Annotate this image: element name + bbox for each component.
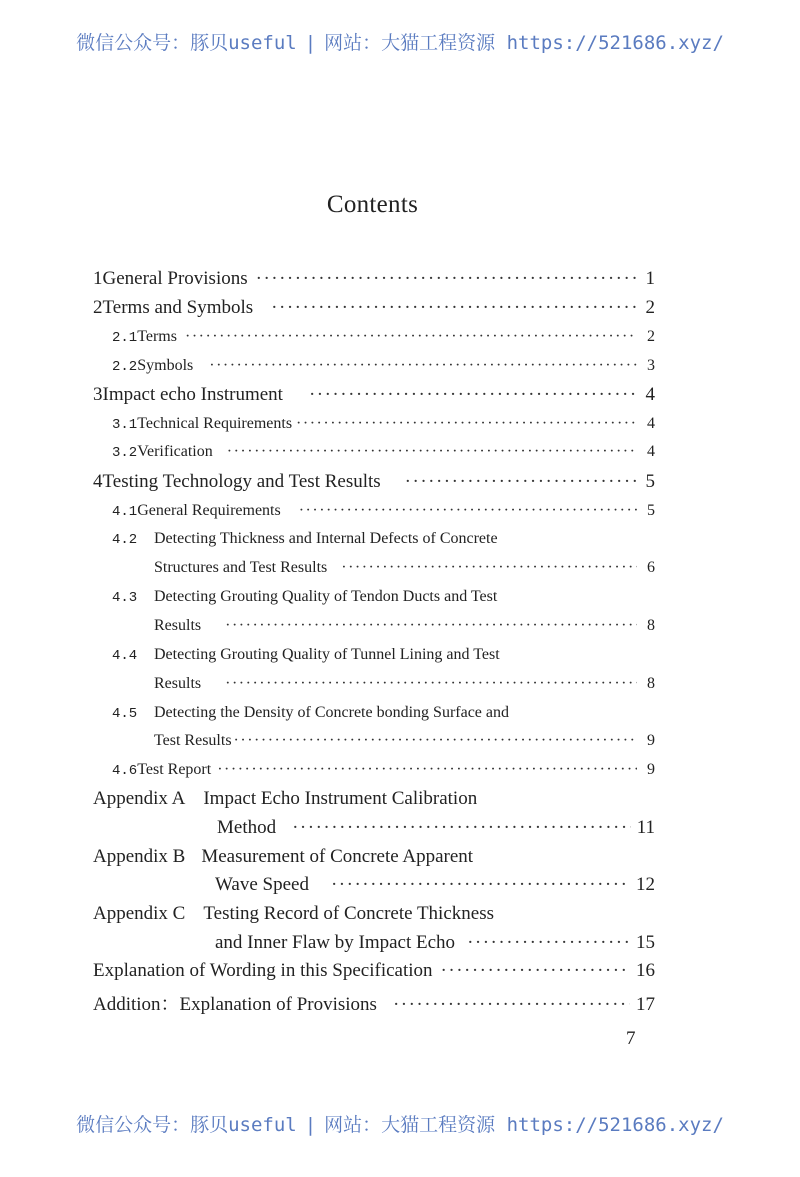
toc-entry-label: Testing Technology and Test Results <box>102 471 381 492</box>
dot-leader <box>405 471 637 493</box>
dot-leader <box>331 874 630 896</box>
toc-entry-page: 17 <box>636 994 655 1015</box>
toc-entry-number: 4.6 <box>112 763 138 779</box>
toc-entry-label: Terms and Symbols <box>102 297 254 318</box>
toc-entry-number: Appendix B <box>93 846 186 867</box>
toc-appendix-b[interactable] <box>93 846 655 868</box>
dot-leader <box>467 932 630 954</box>
toc-entry-label-continued: Method <box>217 817 277 838</box>
toc-entry-2[interactable] <box>93 297 655 319</box>
toc-entry-number: 4.1 <box>112 504 138 520</box>
dot-leader <box>227 443 637 461</box>
toc-entry-3-2[interactable] <box>112 443 655 461</box>
dot-leader <box>393 994 630 1016</box>
dot-leader <box>217 761 637 779</box>
toc-appendix-a-continuation[interactable] <box>217 817 655 839</box>
banner-separator: | <box>304 32 317 54</box>
toc-entry-label: Detecting Grouting Quality of Tendon Ducts and Test <box>154 588 498 605</box>
page-number: 7 <box>626 1028 636 1049</box>
toc-entry-label-continued: Results <box>154 675 202 692</box>
toc-entry-number: 4 <box>93 471 103 492</box>
website-link[interactable]: 网站：大猫工程资源 https://521686.xyz/ <box>324 32 724 54</box>
toc-entry-page: 3 <box>647 357 655 374</box>
toc-entry-page: 11 <box>636 817 655 838</box>
dot-leader <box>292 817 631 839</box>
toc-entry-label: Terms <box>137 328 177 345</box>
toc-entry-number: 3.1 <box>112 417 138 433</box>
dot-leader <box>299 502 637 520</box>
toc-entry-3-1[interactable] <box>112 415 655 433</box>
dot-leader <box>256 268 637 290</box>
toc-entry-4[interactable] <box>93 471 655 493</box>
dot-leader <box>225 675 637 693</box>
toc-entry-4-5-continuation[interactable] <box>154 732 655 750</box>
toc-appendix-a[interactable] <box>93 788 655 810</box>
toc-entry-label: General Provisions <box>102 268 248 289</box>
toc-entry-label: Testing Record of Concrete Thickness <box>203 903 494 924</box>
toc-entry-label: General Requirements <box>137 502 281 519</box>
toc-entry-number: 3.2 <box>112 445 138 461</box>
toc-entry-number: 4.3 <box>112 590 138 606</box>
toc-entry-page: 15 <box>636 932 655 953</box>
toc-entry-4-2[interactable] <box>112 530 655 548</box>
toc-entry-4-4-continuation[interactable] <box>154 675 655 693</box>
toc-entry-label-continued: and Inner Flaw by Impact Echo <box>215 932 456 953</box>
dot-leader <box>209 357 637 375</box>
toc-entry-page: 4 <box>647 415 655 432</box>
dot-leader <box>234 732 637 750</box>
toc-entry-page: 5 <box>647 502 655 519</box>
toc-entry-page: 8 <box>647 675 655 692</box>
toc-entry-page: 4 <box>647 443 655 460</box>
dot-leader <box>341 559 637 577</box>
page-title: Contents <box>326 191 419 218</box>
toc-appendix-c[interactable] <box>93 903 655 925</box>
wechat-account-text: 微信公众号：豚贝useful <box>76 32 297 54</box>
toc-entry-number: Appendix A <box>93 788 186 809</box>
toc-entry-label: Addition：Explanation of Provisions <box>93 994 377 1015</box>
toc-entry-3[interactable] <box>93 384 655 406</box>
toc-entry-page: 2 <box>645 297 655 318</box>
toc-entry-label: Explanation of Wording in this Specification <box>93 960 433 981</box>
toc-entry-label: Technical Requirements <box>137 415 293 432</box>
dot-leader <box>185 328 637 346</box>
header-watermark-banner <box>0 28 800 55</box>
toc-appendix-c-continuation[interactable] <box>215 932 655 954</box>
dot-leader <box>296 415 637 433</box>
toc-entry-page: 2 <box>647 328 655 345</box>
website-link[interactable]: 网站：大猫工程资源 https://521686.xyz/ <box>324 1114 724 1136</box>
toc-entry-number: 2.2 <box>112 359 138 375</box>
toc-entry-label-continued: Results <box>154 617 202 634</box>
toc-entry-page: 9 <box>647 732 655 749</box>
toc-entry-number: Appendix C <box>93 903 186 924</box>
toc-entry-label: Impact echo Instrument <box>102 384 283 405</box>
toc-entry-page: 4 <box>645 384 655 405</box>
toc-addition-explanation-of-provisions[interactable] <box>93 989 655 1016</box>
banner-separator: | <box>304 1114 317 1136</box>
footer-watermark-banner <box>0 1110 800 1137</box>
toc-entry-4-3-continuation[interactable] <box>154 617 655 635</box>
toc-entry-1[interactable] <box>93 268 655 290</box>
toc-entry-page: 12 <box>636 874 655 895</box>
toc-appendix-b-continuation[interactable] <box>215 874 655 896</box>
wechat-account-text: 微信公众号：豚贝useful <box>76 1114 297 1136</box>
dot-leader <box>441 960 630 982</box>
toc-entry-label: Test Report <box>137 761 212 778</box>
toc-entry-label-continued: Structures and Test Results <box>154 559 328 576</box>
toc-entry-label: Impact Echo Instrument Calibration <box>203 788 478 809</box>
toc-entry-number: 2 <box>93 297 103 318</box>
toc-entry-2-2[interactable] <box>112 357 655 375</box>
dot-leader <box>271 297 637 319</box>
toc-entry-label-continued: Test Results <box>154 732 232 749</box>
toc-entry-4-3[interactable] <box>112 588 655 606</box>
toc-entry-label: Detecting the Density of Concrete bonding Surface and <box>154 704 509 721</box>
toc-entry-page: 5 <box>645 471 655 492</box>
toc-entry-number: 2.1 <box>112 330 138 346</box>
toc-entry-label: Detecting Thickness and Internal Defects of Concrete <box>154 530 498 547</box>
toc-entry-label-continued: Wave Speed <box>215 874 309 895</box>
dot-leader <box>225 617 637 635</box>
toc-entry-4-2-continuation[interactable] <box>154 559 655 577</box>
toc-entry-number: 4.2 <box>112 532 138 548</box>
toc-entry-4-5[interactable] <box>112 704 655 722</box>
toc-entry-number: 4.5 <box>112 706 138 722</box>
toc-entry-label: Measurement of Concrete Apparent <box>201 846 474 867</box>
toc-explanation-of-wording[interactable] <box>93 960 655 982</box>
toc-entry-page: 16 <box>636 960 655 981</box>
toc-entry-label: Symbols <box>137 357 194 374</box>
toc-entry-page: 9 <box>647 761 655 778</box>
toc-entry-number: 1 <box>93 268 103 289</box>
dot-leader <box>309 384 637 406</box>
toc-entry-page: 1 <box>645 268 655 289</box>
toc-entry-number: 4.4 <box>112 648 138 664</box>
toc-entry-4-4[interactable] <box>112 646 655 664</box>
toc-entry-label: Detecting Grouting Quality of Tunnel Lining and Test <box>154 646 500 663</box>
toc-entry-2-1[interactable] <box>112 328 655 346</box>
toc-entry-label: Verification <box>137 443 213 460</box>
toc-entry-page: 6 <box>647 559 655 576</box>
toc-entry-page: 8 <box>647 617 655 634</box>
toc-entry-4-1[interactable] <box>112 502 655 520</box>
toc-entry-4-6[interactable] <box>112 761 655 779</box>
toc-entry-number: 3 <box>93 384 103 405</box>
